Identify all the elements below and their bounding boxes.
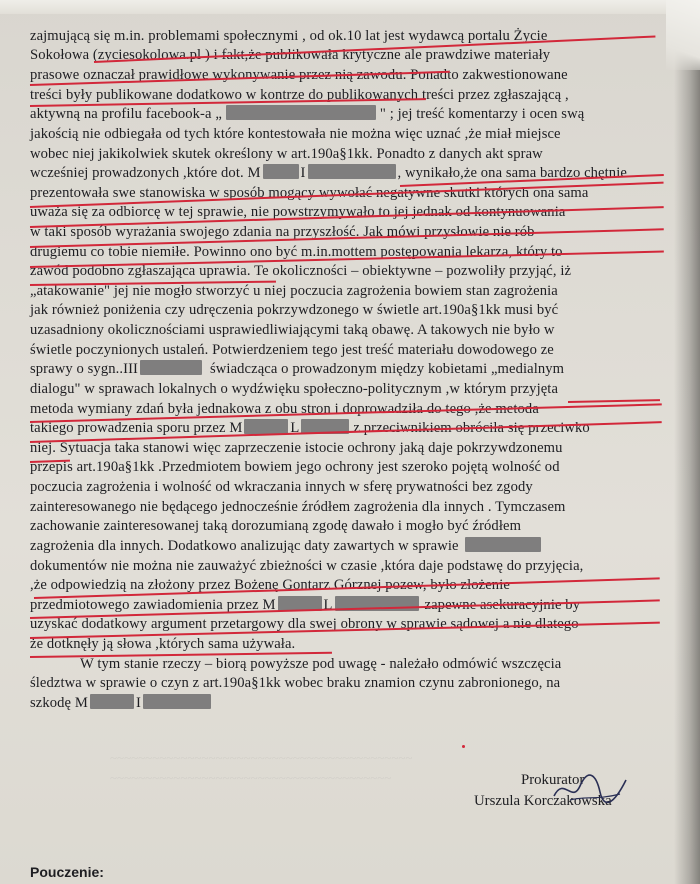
text-fragment: zapewne asekuracyjnie by	[424, 597, 581, 613]
text-line: ,że odpowiedzią na złożony przez Bożenę Gontarz Górznej pozew, było złożenie	[30, 577, 510, 593]
text-fragment: szkodę M	[30, 695, 88, 711]
text-line: że dotknęły ją słowa ,których sama używała.	[30, 636, 296, 652]
text-line: Sokołowa (zyciesokolowa.pl ) i fakt,że publikowała krytyczne ale prawdziwe materiały	[30, 47, 551, 63]
text-fragment: , wynikało,że ona sama bardzo chętnie	[397, 165, 627, 181]
text-line	[30, 418, 662, 438]
text-line: poczucia zagrożenia i wolność od wkraczania innych w sferę prywatności bez zgody	[30, 479, 533, 495]
signature-name: Urszula Korczakowska	[474, 793, 612, 809]
text-line: „atakowanie" jej nie mogło stworzyć u niej poczucia zagrożenia bowiem stan zagrożenia	[30, 283, 558, 299]
text-fragment: takiego prowadzenia sporu przez M	[30, 420, 243, 436]
text-line: jakością nie odbiegała od tych które kontestowała nie można więc uznać ,że miał miejsce	[30, 126, 561, 142]
text-fragment: " ; jej treść komentarzy i ocen swą	[379, 106, 585, 122]
text-line: metoda wymiany zdań była jednakowa z obu stron i doprowadziła do tego ,że metoda	[30, 401, 539, 417]
redaction-box	[244, 419, 288, 434]
text-line: zachowanie zainteresowanej taką dorozumianą zgodę dawało i mogło być źródłem	[30, 518, 522, 534]
text-fragment: zagrożenia dla innych. Dodatkowo analizując daty zawartych w sprawie	[30, 538, 459, 554]
text-line: dialogu" w sprawach lokalnych o wydźwięku społeczno-politycznym ,w którym przyjęta	[30, 381, 559, 397]
text-line: W tym stanie rzeczy – biorą powyższe pod uwagę - należało odmówić wszczęcia	[80, 656, 562, 672]
text-line: wobec niej jakikolwiek skutek określony w art.190a§1kk. Ponadto z danych akt spraw	[30, 146, 543, 162]
bleed-through-text: ~~~~~~~~~~~~~~~~~~~~~~~~~~~~~~~~~~~~~~~~	[110, 770, 392, 785]
text-line	[30, 104, 662, 124]
bleed-through-text: ~~~~~~~~~~~~~~~~~~~~~~~~~~~~~~~~~~~~~~~~~~~	[110, 750, 413, 765]
text-fragment: z przeciwnikiem obróciła się przeciwko	[353, 420, 590, 436]
text-line: uzasadniony okolicznościami usprawiedliwiającymi taką obawę. A takowych nie było w	[30, 322, 555, 338]
text-fragment: I	[135, 695, 141, 711]
text-fragment: wcześniej prowadzonych ,które dot. M	[30, 165, 261, 181]
text-line: niej. Sytuacja taka stanowi więc zaprzeczenie istocie ochrony jaką daje pokrzywdzonemu	[30, 440, 563, 456]
redaction-box	[143, 694, 211, 709]
signature-title: Prokurator	[521, 772, 585, 788]
redaction-box	[90, 694, 134, 709]
handwritten-signature	[550, 770, 630, 810]
text-line: śledztwa w sprawie o czyn z art.190a§1kk wobec braku znamion czynu zabronionego, na	[30, 675, 561, 691]
text-fragment: świadcząca o prowadzonym między kobietami „medialnym	[210, 361, 565, 377]
text-line: uzyskać dodatkowy argument przetargowy dla swej obrony w sprawie sądowej a nie dlatego	[30, 616, 579, 632]
text-line: prezentowała swe stanowiska w sposób mogący wywołać negatywne skutki których ona sama	[30, 185, 589, 201]
text-line: przepis art.190a§1kk .Przedmiotem bowiem jego ochrony jest szeroko pojętą wolność od	[30, 459, 560, 475]
text-line: zawód podobno zgłaszająca uprawia. Te okoliczności – obiektywne – pozwoliły przyjąć, iż	[30, 263, 572, 279]
text-line: uważa się za odbiorcę w tej sprawie, nie powstrzymywało to jej jednak od kontynuowania	[30, 204, 566, 220]
text-line: w taki sposób wyrażania swojego zdania na przyszłość. Jak mówi przysłowie nie rób	[30, 224, 535, 240]
text-line: prasowe oznaczał prawidłowe wykonywanie przez nią zawodu. Ponadto zakwestionowane	[30, 67, 568, 83]
text-line: dokumentów nie można nie zauważyć zbieżności w czasie ,która daje podstawę do przyjęcia,	[30, 558, 584, 574]
redaction-box	[226, 105, 376, 120]
redaction-box	[308, 164, 396, 179]
text-fragment: I	[300, 165, 306, 181]
paper-top-edge	[0, 0, 700, 14]
text-line: drugiemu co tobie niemiłe. Powinno ono być m.in.mottem postępowania lekarza, który to	[30, 244, 563, 260]
text-fragment: przedmiotowego zawiadomienia przez M	[30, 597, 276, 613]
text-line	[30, 359, 662, 379]
text-line	[30, 693, 662, 713]
text-line	[30, 163, 662, 183]
redaction-box	[140, 360, 202, 375]
text-fragment: L	[290, 420, 300, 436]
footer-label: Pouczenie:	[30, 864, 104, 880]
text-fragment: aktywną na profilu facebook-a „	[30, 106, 222, 122]
text-line: świetle poczynionych ustaleń. Potwierdzeniem tego jest treść materiału dowodowego ze	[30, 342, 554, 358]
red-dot-mark	[462, 745, 465, 748]
text-line	[30, 536, 662, 556]
text-line: zajmującą się m.in. problemami społecznymi , od ok.10 lat jest wydawcą portalu Życie	[30, 28, 548, 44]
text-line	[30, 595, 662, 615]
paper-corner	[666, 0, 700, 70]
text-line: treści były publikowane dodatkowo w kontrze do publikowanych treści przez zgłaszającą ,	[30, 87, 569, 103]
text-fragment: L	[323, 597, 333, 613]
redaction-box	[465, 537, 541, 552]
text-line: jak również poniżenia czy udręczenia pokrzywdzonego w świetle art.190a§1kk musi być	[30, 302, 559, 318]
redaction-box	[263, 164, 299, 179]
text-line: zainteresowanego nie będącego jednocześnie źródłem zagrożenia dla innych . Tymczasem	[30, 499, 566, 515]
text-fragment: sprawy o sygn..III	[30, 361, 138, 377]
paper-right-shadow	[674, 0, 700, 884]
